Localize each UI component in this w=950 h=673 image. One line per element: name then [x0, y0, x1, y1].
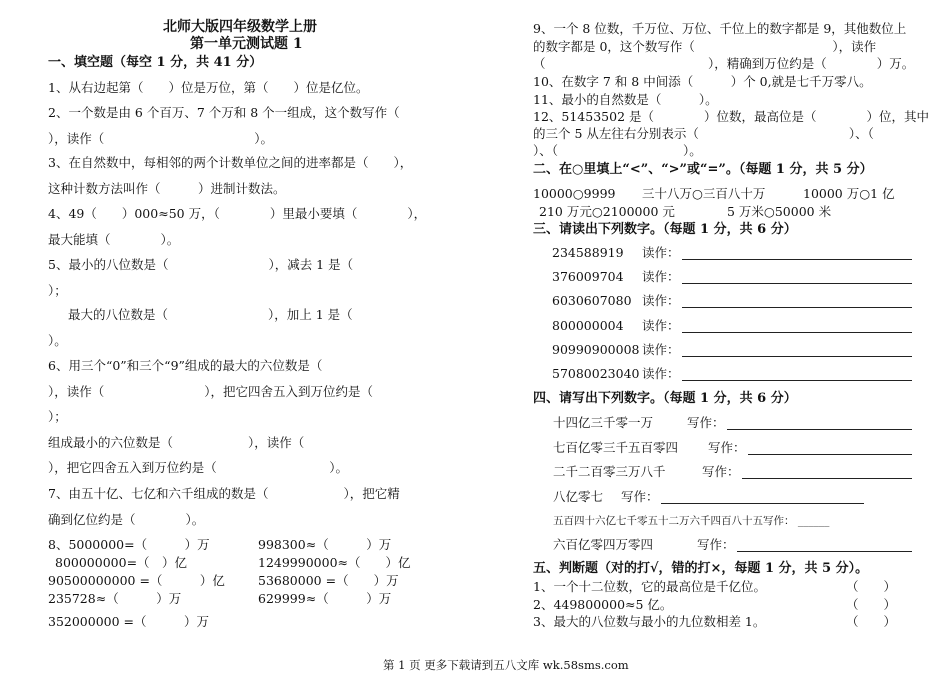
word-number — [553, 513, 829, 529]
question-line: ），读作（ ）。 — [48, 131, 274, 146]
read-label: 读作： — [642, 366, 680, 381]
judge-mark[interactable]: （ ） — [846, 597, 897, 612]
section2-heading: 二、在○里填上“<”、“>”或“=”。（每题 1 分，共 5 分） — [533, 162, 873, 177]
question-line: ）； — [48, 409, 67, 424]
question-line: 最大的八位数是（ ），加上 1 是（ — [68, 307, 353, 322]
write-label: 写作： — [621, 489, 659, 504]
question-line: 5、最小的八位数是（ ），减去 1 是（ — [48, 257, 354, 272]
compare-item: 三十八万○三百八十万 — [642, 186, 766, 201]
conversion-item: 800000000=（ ）亿 — [55, 555, 188, 570]
write-label: 写作： — [708, 440, 746, 455]
question-line: 的三个 5 从左往右分别表示（ ）、（ — [533, 126, 874, 141]
question-line: ）； — [48, 283, 67, 298]
number-to-read: 234588919 — [552, 245, 624, 260]
question-line: 2、一个数是由 6 个百万、7 个万和 8 个一组成，这个数写作（ — [48, 105, 400, 120]
question-line: 4、49（ ）000≈50 万，（ ）里最小要填（ ）， — [48, 206, 427, 221]
word-number: 十四亿三千零一万 — [553, 415, 654, 430]
judge-item: 3、最大的八位数与最小的九位数相差 1。 — [533, 614, 766, 629]
question-line: 组成最小的六位数是（ ），读作（ — [48, 435, 305, 450]
number-to-read: 376009704 — [552, 269, 624, 284]
question-line: 确到亿位约是（ ）。 — [48, 512, 205, 527]
judge-mark[interactable]: （ ） — [846, 579, 897, 594]
write-label: 写作： — [702, 464, 740, 479]
conversion-item: 235728≈（ ）万 — [48, 591, 182, 606]
question-line: 6、用三个“0”和三个“9”组成的最大的六位数是（ — [48, 358, 323, 373]
number-to-read: 57080023040 — [552, 366, 640, 381]
question-line: 1、从右边起第（ ）位是万位，第（ ）位是亿位。 — [48, 80, 369, 95]
read-label: 读作： — [642, 342, 680, 357]
question-line: 10、在数字 7 和 8 中间添（ ）个 0,就是七千万零八。 — [533, 74, 872, 89]
read-label: 读作： — [642, 318, 680, 333]
conversion-item: 8、5000000=（ ）万 — [48, 537, 210, 552]
word-number: 六百亿零四万零四 — [553, 537, 654, 552]
read-label: 读作： — [642, 293, 680, 308]
answer-line[interactable] — [742, 478, 912, 479]
answer-line[interactable] — [682, 380, 912, 381]
section1-heading: 一、填空题（每空 1 分，共 41 分） — [48, 55, 263, 70]
judge-item: 2、449800000≈5 亿。 — [533, 597, 673, 612]
question-line: ），读作（ ），把它四舍五入到万位约是（ — [48, 384, 374, 399]
answer-line[interactable] — [682, 259, 912, 260]
compare-item: 10000○9999 — [533, 186, 616, 201]
section4-heading: 四、请写出下列数字。（每题 1 分，共 6 分） — [533, 391, 797, 406]
page-subtitle: 第一单元测试题 1 — [190, 36, 303, 52]
conversion-item: 1249990000≈（ ）亿 — [258, 555, 411, 570]
number-to-read: 800000004 — [552, 318, 624, 333]
answer-line[interactable] — [748, 454, 912, 455]
conversion-item: 53680000 =（ ）万 — [258, 573, 399, 588]
question-line: 7、由五十亿、七亿和六千组成的数是（ ），把它精 — [48, 486, 400, 501]
read-label: 读作： — [642, 269, 680, 284]
question-line: 11、最小的自然数是（ ）。 — [533, 92, 718, 107]
number-to-read: 6030607080 — [552, 293, 632, 308]
word-number: 八亿零七 — [553, 489, 604, 504]
answer-line[interactable] — [661, 503, 864, 504]
compare-item: 210 万元○2100000 元 — [539, 204, 675, 219]
question-line: （ ），精确到万位约是（ ）万。 — [533, 56, 915, 71]
question-line: 最大能填（ ）。 — [48, 232, 180, 247]
compare-item: 5 万米○50000 米 — [727, 204, 832, 219]
section5-heading: 五、判断题（对的打√，错的打×，每题 1 分，共 5 分）。 — [533, 561, 869, 576]
answer-line[interactable] — [682, 356, 912, 357]
question-line: 这种计数方法叫作（ ）进制计数法。 — [48, 181, 286, 196]
number-to-read: 90990900008 — [552, 342, 640, 357]
answer-line[interactable] — [682, 332, 912, 333]
question-line: 3、在自然数中，每相邻的两个计数单位之间的进率都是（ ）， — [48, 155, 413, 170]
answer-line[interactable] — [682, 307, 912, 308]
section3-heading: 三、请读出下列数字。（每题 1 分，共 6 分） — [533, 222, 797, 237]
conversion-item: 90500000000 =（ ）亿 — [48, 573, 225, 588]
word-number: 七百亿零三千五百零四 — [553, 440, 679, 455]
judge-item: 1、一个十二位数，它的最高位是千亿位。 — [533, 579, 766, 594]
conversion-item: 629999≈（ ）万 — [258, 591, 392, 606]
word-number: 二千二百零三万八千 — [553, 464, 666, 479]
conversion-item: 998300≈（ ）万 — [258, 537, 392, 552]
answer-blank[interactable]: ______ — [797, 515, 830, 527]
answer-line[interactable] — [737, 551, 912, 552]
question-line: ）、（ ）。 — [533, 143, 702, 158]
page-title: 北师大版四年级数学上册 — [163, 19, 317, 35]
judge-mark[interactable]: （ ） — [846, 614, 897, 629]
question-line: 12、51453502 是（ ）位数，最高位是（ ）位，其中 — [533, 109, 930, 124]
compare-item: 10000 万○1 亿 — [803, 186, 895, 201]
word-number-text: 五百四十六亿七千零五十二万六千四百八十五 — [553, 515, 763, 527]
conversion-item: 352000000 =（ ）万 — [48, 614, 210, 629]
write-label: 写作： — [763, 515, 795, 527]
page-footer: 第 1 页 更多下载请到五八文库 wk.58sms.com — [383, 658, 629, 672]
write-label: 写作： — [697, 537, 735, 552]
write-label: 写作： — [687, 415, 725, 430]
question-line: 的数字都是 0，这个数写作（ ），读作 — [533, 39, 877, 54]
question-line: ）。 — [48, 333, 67, 348]
question-line: 9、一个 8 位数，千万位、万位、千位上的数字都是 9，其他数位上 — [533, 21, 907, 36]
answer-line[interactable] — [727, 429, 912, 430]
question-line: ），把它四舍五入到万位约是（ ）。 — [48, 460, 349, 475]
read-label: 读作： — [642, 245, 680, 260]
answer-line[interactable] — [682, 283, 912, 284]
